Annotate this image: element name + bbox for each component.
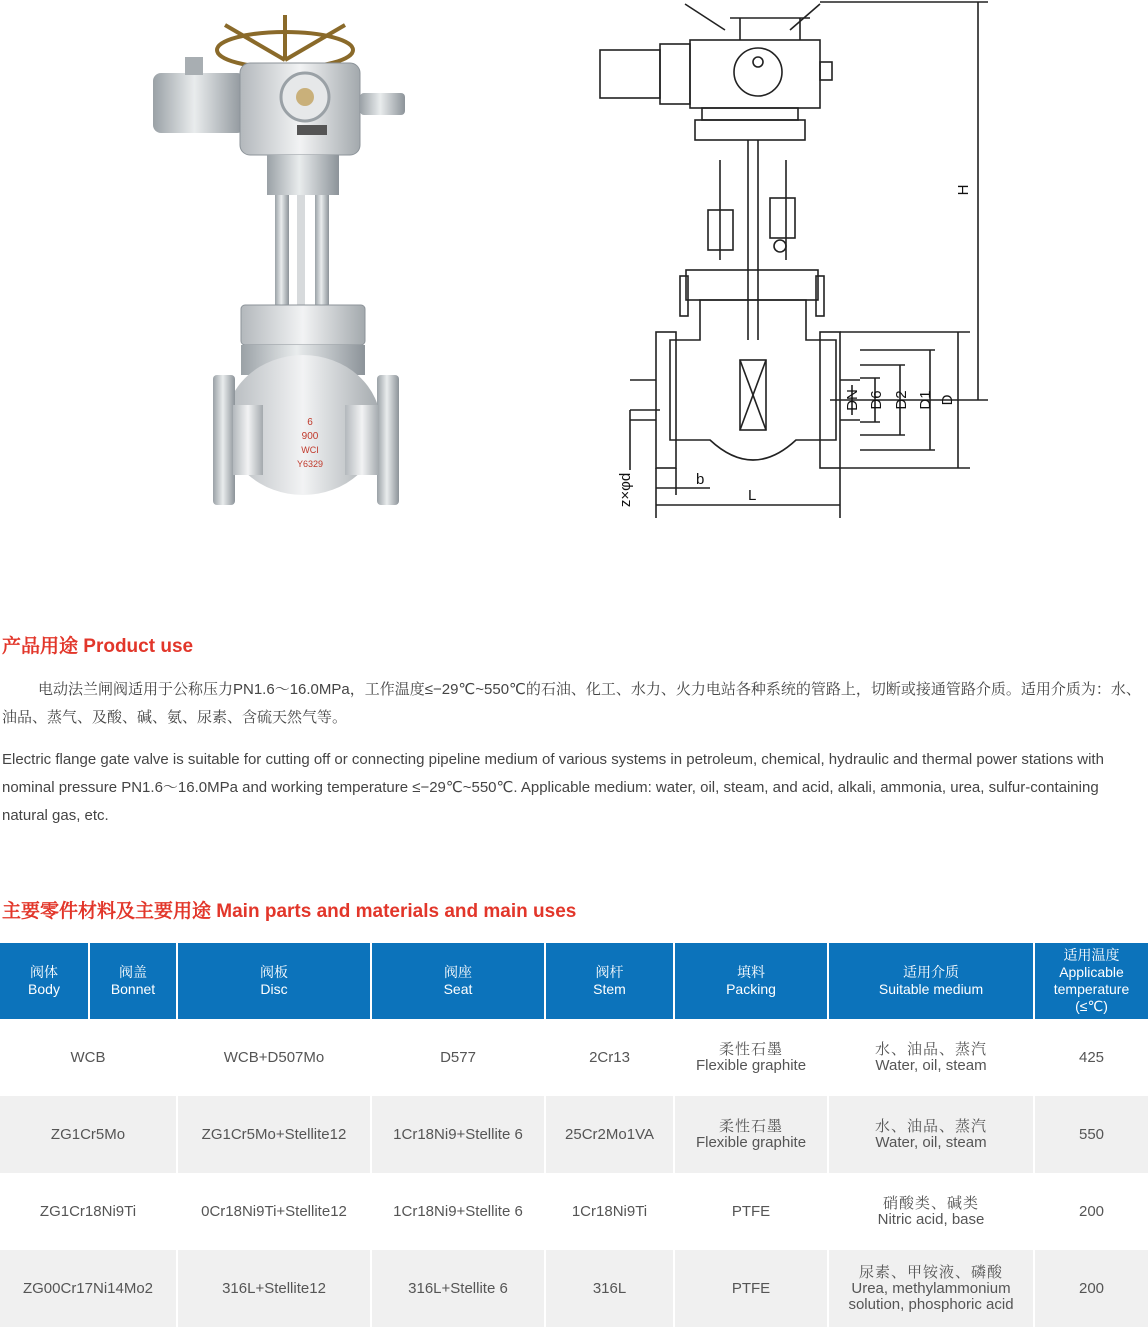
- label-dn: DN: [844, 389, 861, 411]
- product-use-text-cn: 电动法兰闸阀适用于公称压力PN1.6～16.0MPa，工作温度≤−29℃~550℃的石油、化工、水力、火力电站各种系统的管路上，切断或接通管路介质。适用介质为：水、油品、蒸气、及酸、碱、氨、尿素、含硫天然气等。: [2, 681, 1141, 726]
- parts-title: 主要零件材料及主要用途 Main parts and materials and main uses: [2, 901, 577, 922]
- cell-stem: 316L: [545, 1250, 674, 1327]
- marking-size: 6: [307, 417, 313, 428]
- cell-temperature: 550: [1034, 1096, 1148, 1173]
- cell-stem: 2Cr13: [545, 1019, 674, 1096]
- cell-seat: 1Cr18Ni9+Stellite 6: [371, 1096, 545, 1173]
- cell-packing: 柔性石墨 Flexible graphite: [674, 1019, 828, 1096]
- cell-disc: WCB+D507Mo: [177, 1019, 371, 1096]
- table-row: [0, 1173, 1148, 1250]
- cell-stem: 25Cr2Mo1VA: [545, 1096, 674, 1173]
- table-row: [0, 1250, 1148, 1327]
- header-body: 阀体 Body: [0, 943, 89, 1019]
- marking-class: 900: [301, 431, 319, 442]
- header-temperature: 适用温度 Applicable temperature (≤℃): [1034, 943, 1148, 1019]
- table-row: [0, 1096, 1148, 1173]
- cell-medium: 尿素、甲铵液、磷酸 Urea, methylammonium solution, phosphoric acid: [828, 1250, 1034, 1327]
- table-row: [0, 1019, 1148, 1096]
- product-use-title: 产品用途 Product use: [2, 636, 194, 657]
- header-packing: 填料 Packing: [674, 943, 828, 1019]
- label-b: b: [696, 471, 705, 488]
- cell-body-bonnet: ZG1Cr18Ni9Ti: [0, 1173, 177, 1250]
- cell-medium: 硝酸类、碱类 Nitric acid, base: [828, 1173, 1034, 1250]
- cell-temperature: 425: [1034, 1019, 1148, 1096]
- cell-body-bonnet: WCB: [0, 1019, 177, 1096]
- cell-stem: 1Cr18Ni9Ti: [545, 1173, 674, 1250]
- label-d: D: [939, 394, 956, 406]
- cell-seat: D577: [371, 1019, 545, 1096]
- header-stem: 阀杆 Stem: [545, 943, 674, 1019]
- valve-photo: [145, 5, 425, 515]
- cell-packing: PTFE: [674, 1173, 828, 1250]
- cell-seat: 1Cr18Ni9+Stellite 6: [371, 1173, 545, 1250]
- cell-temperature: 200: [1034, 1173, 1148, 1250]
- cell-disc: 316L+Stellite12: [177, 1250, 371, 1327]
- marking-serial: Y6329: [296, 459, 324, 469]
- label-h: H: [955, 184, 972, 196]
- cell-disc: ZG1Cr5Mo+Stellite12: [177, 1096, 371, 1173]
- product-use-text-en: Electric flange gate valve is suitable for cutting off or connecting pipeline medium of various systems in petroleum, chemical, hydraulic and thermal power stations with nominal pressure PN1.6～16.0MPa and working temperature ≤−29℃~550℃. Applicable medium: water, oil, steam, and acid, alkali, ammonia, urea, sulfur-containing natural gas, etc.: [2, 751, 1104, 824]
- cell-body-bonnet: ZG1Cr5Mo: [0, 1096, 177, 1173]
- header-medium: 适用介质 Suitable medium: [828, 943, 1034, 1019]
- cell-body-bonnet: ZG00Cr17Ni14Mo2: [0, 1250, 177, 1327]
- label-l: L: [748, 487, 757, 504]
- valve-drawing: [590, 0, 1010, 525]
- cell-medium: 水、油品、蒸汽 Water, oil, steam: [828, 1019, 1034, 1096]
- label-z-phi-d: z×φd: [617, 472, 634, 508]
- header-seat: 阀座 Seat: [371, 943, 545, 1019]
- label-d2: D2: [893, 390, 910, 410]
- cell-seat: 316L+Stellite 6: [371, 1250, 545, 1327]
- parts-table: [0, 943, 1148, 1327]
- table-header-row: [0, 943, 1148, 1019]
- cell-packing: PTFE: [674, 1250, 828, 1327]
- marking-material: WCI: [301, 445, 319, 455]
- product-figures: [0, 0, 1148, 530]
- cell-temperature: 200: [1034, 1250, 1148, 1327]
- cell-disc: 0Cr18Ni9Ti+Stellite12: [177, 1173, 371, 1250]
- label-d1: D1: [917, 390, 934, 410]
- header-bonnet: 阀盖 Bonnet: [89, 943, 177, 1019]
- header-disc: 阀板 Disc: [177, 943, 371, 1019]
- label-d6: D6: [868, 390, 885, 410]
- cell-medium: 水、油品、蒸汽 Water, oil, steam: [828, 1096, 1034, 1173]
- cell-packing: 柔性石墨 Flexible graphite: [674, 1096, 828, 1173]
